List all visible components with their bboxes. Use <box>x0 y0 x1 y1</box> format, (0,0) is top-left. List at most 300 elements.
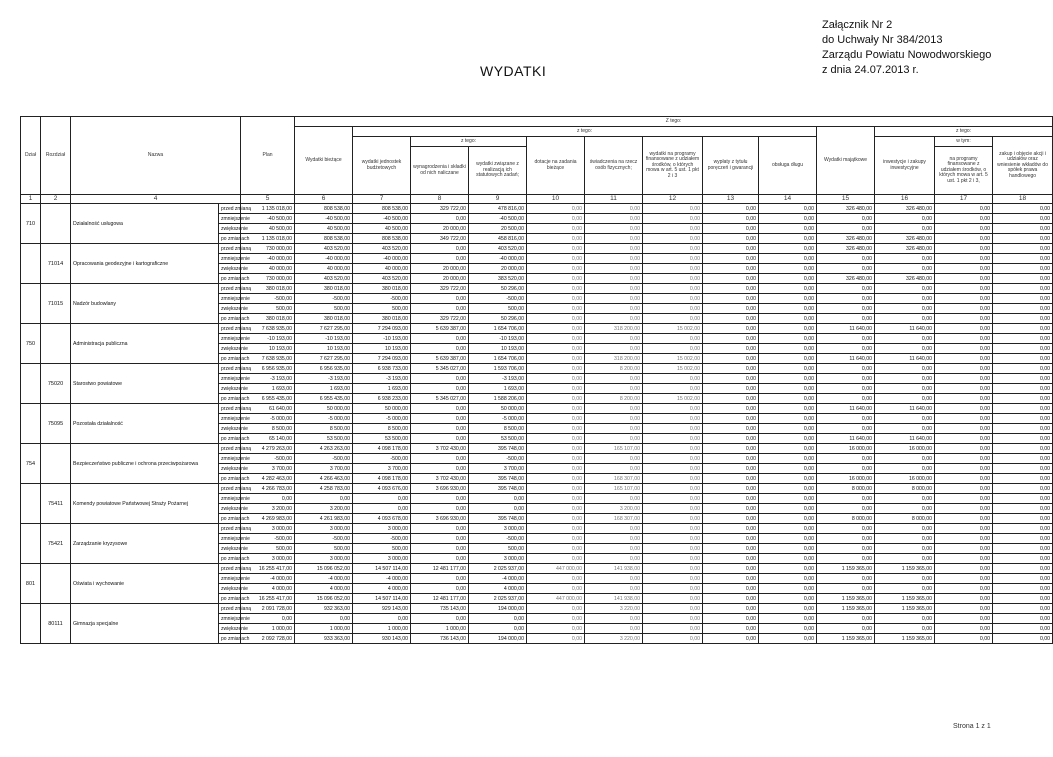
value-cell: 0,00 <box>411 254 469 264</box>
value-cell: 0,00 <box>411 534 469 544</box>
section-name: Opracowania geodezyjne i kartograficzne <box>71 244 219 284</box>
value-cell: 1 159 365,00 <box>817 564 875 574</box>
value-cell: 0,00 <box>935 404 993 414</box>
value-cell: 0,00 <box>527 494 585 504</box>
value-cell: 0,00 <box>643 404 703 414</box>
value-cell: 0,00 <box>935 284 993 294</box>
value-cell: 0,00 <box>643 424 703 434</box>
value-cell: 11 640,00 <box>875 354 935 364</box>
value-cell: -500,00 <box>295 454 353 464</box>
value-cell: 15 002,00 <box>643 354 703 364</box>
value-cell: 0,00 <box>703 494 759 504</box>
value-cell: 0,00 <box>993 314 1053 324</box>
section-name: Pozostała działalność <box>71 404 219 444</box>
change-type: po zmianach <box>219 434 241 444</box>
value-cell: 0,00 <box>527 424 585 434</box>
change-type: przed zmianą <box>219 524 241 534</box>
value-cell: 1 693,00 <box>295 384 353 394</box>
value-cell: 3 700,00 <box>295 464 353 474</box>
value-cell: 16 000,00 <box>817 444 875 454</box>
value-cell: 0,00 <box>817 364 875 374</box>
col-zakup-akcji: zakup i objęcie akcji i udziałów oraz wniesienie wkładów do spółek prawa handlowego <box>993 137 1053 195</box>
value-cell: -500,00 <box>353 534 411 544</box>
dzial-code <box>21 484 41 524</box>
value-cell: 0,00 <box>759 554 817 564</box>
value-cell: 0,00 <box>935 394 993 404</box>
value-cell: 0,00 <box>875 414 935 424</box>
value-cell: 4 266 783,00 <box>241 484 295 494</box>
value-cell: 0,00 <box>703 554 759 564</box>
value-cell: 0,00 <box>527 354 585 364</box>
value-cell: 0,00 <box>643 514 703 524</box>
value-cell: 0,00 <box>993 524 1053 534</box>
value-cell: 3 000,00 <box>469 524 527 534</box>
value-cell: 0,00 <box>585 294 643 304</box>
value-cell: 0,00 <box>817 494 875 504</box>
value-cell: 141 938,00 <box>585 594 643 604</box>
value-cell: 0,00 <box>817 334 875 344</box>
value-cell: 14 507 114,00 <box>353 594 411 604</box>
value-cell: 0,00 <box>643 264 703 274</box>
col-w-tym: w tym: <box>935 137 993 147</box>
column-number: 13 <box>703 195 759 204</box>
value-cell: -40 500,00 <box>295 214 353 224</box>
value-cell: 0,00 <box>585 414 643 424</box>
value-cell: 0,00 <box>935 274 993 284</box>
value-cell: 0,00 <box>759 454 817 464</box>
value-cell: 0,00 <box>993 534 1053 544</box>
change-type: zwiększenie <box>219 464 241 474</box>
value-cell: 0,00 <box>703 404 759 414</box>
value-cell: 53 500,00 <box>469 434 527 444</box>
issuing-body: Zarządu Powiatu Nowodworskiego <box>822 49 992 61</box>
value-cell: -4 000,00 <box>353 574 411 584</box>
col-programy: wydatki na programy finansowane z udziałem środków, o których mowa w art. 5 ust. 1 pkt 2 i 3 <box>643 137 703 195</box>
value-cell: 3 000,00 <box>295 524 353 534</box>
value-cell: 3 200,00 <box>241 504 295 514</box>
section-name: Oświata i wychowanie <box>71 564 219 604</box>
value-cell: 0,00 <box>935 514 993 524</box>
value-cell: -3 193,00 <box>295 374 353 384</box>
value-cell: 168 307,00 <box>585 514 643 524</box>
value-cell: 329 722,00 <box>411 314 469 324</box>
value-cell: -5 000,00 <box>469 414 527 424</box>
dzial-code <box>21 404 41 444</box>
value-cell: 326 480,00 <box>875 274 935 284</box>
value-cell: 0,00 <box>935 594 993 604</box>
value-cell: 0,00 <box>935 424 993 434</box>
value-cell: 0,00 <box>759 374 817 384</box>
value-cell: 8 500,00 <box>353 424 411 434</box>
value-cell: 8 500,00 <box>469 424 527 434</box>
value-cell: 7 294 093,00 <box>353 354 411 364</box>
document-title: WYDATKI <box>480 63 547 79</box>
value-cell: 0,00 <box>585 554 643 564</box>
value-cell: 0,00 <box>703 454 759 464</box>
value-cell: 3 000,00 <box>295 554 353 564</box>
value-cell: 0,00 <box>527 334 585 344</box>
value-cell: 0,00 <box>993 324 1053 334</box>
value-cell: -40 000,00 <box>469 254 527 264</box>
value-cell: 0,00 <box>817 284 875 294</box>
value-cell: 11 640,00 <box>875 434 935 444</box>
value-cell: 0,00 <box>585 454 643 464</box>
value-cell: 326 480,00 <box>875 204 935 214</box>
col-swiadczenia: świadczenia na rzecz osób fizycznych; <box>585 137 643 195</box>
value-cell: 15 096 052,00 <box>295 594 353 604</box>
value-cell: 6 938 733,00 <box>353 364 411 374</box>
value-cell: 0,00 <box>993 434 1053 444</box>
value-cell: 0,00 <box>759 354 817 364</box>
value-cell: 0,00 <box>935 434 993 444</box>
change-type: zwiększenie <box>219 424 241 434</box>
column-number: 2 <box>41 195 71 204</box>
value-cell: -5 000,00 <box>241 414 295 424</box>
rozdzial-code: 75020 <box>41 364 71 404</box>
value-cell: 8 200,00 <box>585 364 643 374</box>
value-cell: 318 200,00 <box>585 324 643 334</box>
change-type: przed zmianą <box>219 404 241 414</box>
col-inwestycje: inwestycje i zakupy inwestycyjne <box>875 137 935 195</box>
value-cell: 0,00 <box>759 214 817 224</box>
value-cell: 0,00 <box>759 624 817 634</box>
value-cell: 329 722,00 <box>411 284 469 294</box>
value-cell: 0,00 <box>527 244 585 254</box>
value-cell: 0,00 <box>703 594 759 604</box>
value-cell: 165 107,00 <box>585 484 643 494</box>
value-cell: -40 500,00 <box>469 214 527 224</box>
value-cell: 0,00 <box>759 474 817 484</box>
col-dlug: obsługa długu <box>759 137 817 195</box>
value-cell: 0,00 <box>935 294 993 304</box>
value-cell: 380 018,00 <box>241 314 295 324</box>
value-cell: 0,00 <box>527 314 585 324</box>
value-cell: 0,00 <box>585 524 643 534</box>
col-z-tego-jednostek: z tego: <box>411 137 527 147</box>
value-cell: 0,00 <box>935 244 993 254</box>
value-cell: 0,00 <box>411 504 469 514</box>
value-cell: 8 500,00 <box>241 424 295 434</box>
value-cell: 318 200,00 <box>585 354 643 364</box>
value-cell: 4 000,00 <box>353 584 411 594</box>
table-body <box>21 204 1053 644</box>
value-cell: -10 193,00 <box>295 334 353 344</box>
value-cell: 0,00 <box>759 494 817 504</box>
value-cell: 0,00 <box>411 424 469 434</box>
value-cell: 168 307,00 <box>585 474 643 484</box>
value-cell: 500,00 <box>295 304 353 314</box>
value-cell: 61 640,00 <box>241 404 295 414</box>
value-cell: -40 000,00 <box>295 254 353 264</box>
value-cell: 0,00 <box>527 324 585 334</box>
dzial-code: 801 <box>21 564 41 604</box>
value-cell: 2 092 728,00 <box>241 634 295 644</box>
value-cell: 0,00 <box>527 554 585 564</box>
value-cell: 8 000,00 <box>875 484 935 494</box>
change-type: przed zmianą <box>219 324 241 334</box>
value-cell: 0,00 <box>935 374 993 384</box>
column-number: 6 <box>295 195 353 204</box>
value-cell: 0,00 <box>527 344 585 354</box>
value-cell: 8 500,00 <box>295 424 353 434</box>
value-cell: 0,00 <box>469 494 527 504</box>
value-cell: 0,00 <box>585 314 643 324</box>
value-cell: 0,00 <box>993 254 1053 264</box>
col-programy-maj: na programy finansowane z udziałem środków, o których mowa w art. 5 ust. 1 pkt 2 i 3, <box>935 147 993 195</box>
dzial-code: 750 <box>21 324 41 364</box>
value-cell: 0,00 <box>527 484 585 494</box>
value-cell: 0,00 <box>875 574 935 584</box>
value-cell: 0,00 <box>585 624 643 634</box>
value-cell: 0,00 <box>411 414 469 424</box>
section-name: Bezpieczeństwo publiczne i ochrona przeciwpożarowa <box>71 444 219 484</box>
value-cell: 0,00 <box>875 284 935 294</box>
change-type: zmniejszenie <box>219 414 241 424</box>
value-cell: 0,00 <box>817 454 875 464</box>
value-cell: 12 481 177,00 <box>411 594 469 604</box>
value-cell: -500,00 <box>295 294 353 304</box>
change-type: po zmianach <box>219 354 241 364</box>
value-cell: 458 816,00 <box>469 234 527 244</box>
value-cell: 0,00 <box>875 624 935 634</box>
value-cell: 0,00 <box>875 214 935 224</box>
value-cell: 0,00 <box>643 564 703 574</box>
value-cell: 0,00 <box>527 474 585 484</box>
value-cell: 4 000,00 <box>295 584 353 594</box>
value-cell: 10 193,00 <box>295 344 353 354</box>
value-cell: 12 481 177,00 <box>411 564 469 574</box>
value-cell: 735 143,00 <box>411 604 469 614</box>
value-cell: 380 018,00 <box>353 314 411 324</box>
value-cell: 0,00 <box>703 424 759 434</box>
value-cell: 0,00 <box>585 584 643 594</box>
value-cell: -500,00 <box>241 454 295 464</box>
value-cell: 1 000,00 <box>353 624 411 634</box>
value-cell: 0,00 <box>703 354 759 364</box>
value-cell: 0,00 <box>817 394 875 404</box>
value-cell: -500,00 <box>241 294 295 304</box>
value-cell: 929 143,00 <box>353 604 411 614</box>
value-cell: 0,00 <box>759 484 817 494</box>
dzial-code <box>21 244 41 284</box>
value-cell: 326 480,00 <box>875 234 935 244</box>
value-cell: 0,00 <box>527 384 585 394</box>
value-cell: 0,00 <box>935 324 993 334</box>
col-dotacje: dotacje na zadania bieżące <box>527 137 585 195</box>
value-cell: 0,00 <box>703 244 759 254</box>
value-cell: 0,00 <box>759 334 817 344</box>
column-number: 11 <box>585 195 643 204</box>
table-row <box>21 484 1053 494</box>
value-cell: 0,00 <box>643 304 703 314</box>
column-number: 16 <box>875 195 935 204</box>
value-cell: 930 143,00 <box>353 634 411 644</box>
rozdzial-code <box>41 204 71 244</box>
value-cell: 1 693,00 <box>353 384 411 394</box>
value-cell: 0,00 <box>469 614 527 624</box>
value-cell: 0,00 <box>585 544 643 554</box>
value-cell: 0,00 <box>935 574 993 584</box>
section-name: Starostwo powiatowe <box>71 364 219 404</box>
change-type: po zmianach <box>219 634 241 644</box>
value-cell: 1 159 365,00 <box>817 594 875 604</box>
col-nazwa: Nazwa <box>71 117 241 195</box>
resolution-date: z dnia 24.07.2013 r. <box>822 64 919 76</box>
value-cell: 165 107,00 <box>585 444 643 454</box>
value-cell: 0,00 <box>935 344 993 354</box>
col-wydatki-biezace: Wydatki bieżące <box>295 127 353 195</box>
value-cell: 0,00 <box>993 494 1053 504</box>
value-cell: 0,00 <box>993 224 1053 234</box>
value-cell: 0,00 <box>643 594 703 604</box>
value-cell: 0,00 <box>643 274 703 284</box>
value-cell: 0,00 <box>875 584 935 594</box>
value-cell: 0,00 <box>759 324 817 334</box>
value-cell: 0,00 <box>703 284 759 294</box>
value-cell: 0,00 <box>993 634 1053 644</box>
value-cell: 0,00 <box>411 404 469 414</box>
value-cell: 0,00 <box>935 214 993 224</box>
value-cell: 395 748,00 <box>469 514 527 524</box>
value-cell: 0,00 <box>993 204 1053 214</box>
change-type: przed zmianą <box>219 364 241 374</box>
change-type: zmniejszenie <box>219 494 241 504</box>
rozdzial-code: 75095 <box>41 404 71 444</box>
table-row <box>21 404 1053 414</box>
value-cell: 932 363,00 <box>295 604 353 614</box>
value-cell: 500,00 <box>353 304 411 314</box>
value-cell: 0,00 <box>935 474 993 484</box>
value-cell: 0,00 <box>585 244 643 254</box>
value-cell: 0,00 <box>935 624 993 634</box>
value-cell: -5 000,00 <box>353 414 411 424</box>
table-row <box>21 204 1053 214</box>
table-row <box>21 604 1053 614</box>
value-cell: 0,00 <box>643 314 703 324</box>
value-cell: 0,00 <box>759 264 817 274</box>
value-cell: 0,00 <box>993 564 1053 574</box>
change-type: przed zmianą <box>219 444 241 454</box>
value-cell: 0,00 <box>643 534 703 544</box>
value-cell: 3 200,00 <box>585 504 643 514</box>
change-type: przed zmianą <box>219 604 241 614</box>
value-cell: -500,00 <box>469 294 527 304</box>
value-cell: 0,00 <box>817 584 875 594</box>
value-cell: 0,00 <box>585 614 643 624</box>
value-cell: 3 696 930,00 <box>411 514 469 524</box>
value-cell: 808 538,00 <box>295 204 353 214</box>
value-cell: 447 000,00 <box>527 564 585 574</box>
value-cell: 0,00 <box>759 434 817 444</box>
value-cell: 0,00 <box>527 224 585 234</box>
value-cell: 0,00 <box>643 494 703 504</box>
value-cell: 3 000,00 <box>353 524 411 534</box>
value-cell: 0,00 <box>759 544 817 554</box>
value-cell: 3 000,00 <box>353 554 411 564</box>
value-cell: 11 640,00 <box>875 324 935 334</box>
value-cell: 11 640,00 <box>817 354 875 364</box>
value-cell: 6 938 233,00 <box>353 394 411 404</box>
change-type: zmniejszenie <box>219 334 241 344</box>
dzial-code: 754 <box>21 444 41 484</box>
value-cell: 0,00 <box>993 514 1053 524</box>
value-cell: 20 000,00 <box>411 224 469 234</box>
change-type: po zmianach <box>219 594 241 604</box>
value-cell: 0,00 <box>993 544 1053 554</box>
value-cell: 0,00 <box>817 374 875 384</box>
col-z-tego-majatkowe: z tego: <box>875 127 1053 137</box>
change-type: zmniejszenie <box>219 454 241 464</box>
value-cell: 50 000,00 <box>353 404 411 414</box>
page-footer: Strona 1 z 1 <box>953 723 991 730</box>
value-cell: 0,00 <box>935 444 993 454</box>
value-cell: 0,00 <box>527 394 585 404</box>
value-cell: 7 294 093,00 <box>353 324 411 334</box>
value-cell: 0,00 <box>703 604 759 614</box>
value-cell: 0,00 <box>875 294 935 304</box>
value-cell: 11 640,00 <box>817 434 875 444</box>
column-number: 10 <box>527 195 585 204</box>
value-cell: 0,00 <box>411 464 469 474</box>
value-cell: 0,00 <box>993 244 1053 254</box>
value-cell: 40 000,00 <box>241 264 295 274</box>
value-cell: 0,00 <box>875 504 935 514</box>
value-cell: 1 159 365,00 <box>875 634 935 644</box>
value-cell: 0,00 <box>411 294 469 304</box>
value-cell: 808 538,00 <box>353 204 411 214</box>
value-cell: 3 000,00 <box>241 554 295 564</box>
value-cell: 0,00 <box>527 524 585 534</box>
value-cell: 0,00 <box>993 554 1053 564</box>
value-cell: 0,00 <box>703 394 759 404</box>
value-cell: 0,00 <box>643 414 703 424</box>
value-cell: 0,00 <box>527 254 585 264</box>
value-cell: 500,00 <box>241 544 295 554</box>
value-cell: 0,00 <box>817 554 875 564</box>
value-cell: 0,00 <box>643 484 703 494</box>
value-cell: 1 588 206,00 <box>469 394 527 404</box>
value-cell: 0,00 <box>759 564 817 574</box>
col-wynagrodzenia: wynagrodzenia i składki od nich naliczane <box>411 147 469 195</box>
value-cell: 15 002,00 <box>643 324 703 334</box>
value-cell: 0,00 <box>759 304 817 314</box>
value-cell: 3 700,00 <box>469 464 527 474</box>
value-cell: -500,00 <box>295 534 353 544</box>
value-cell: 0,00 <box>993 574 1053 584</box>
value-cell: 7 638 935,00 <box>241 354 295 364</box>
resolution-number: do Uchwały Nr 384/2013 <box>822 34 943 46</box>
value-cell: 50 296,00 <box>469 314 527 324</box>
value-cell: 0,00 <box>469 504 527 514</box>
value-cell: 0,00 <box>935 614 993 624</box>
value-cell: 3 700,00 <box>353 464 411 474</box>
value-cell: 403 520,00 <box>353 244 411 254</box>
value-cell: 0,00 <box>935 534 993 544</box>
value-cell: 0,00 <box>703 504 759 514</box>
value-cell: 0,00 <box>817 574 875 584</box>
value-cell: 0,00 <box>585 384 643 394</box>
value-cell: 0,00 <box>875 254 935 264</box>
value-cell: 0,00 <box>935 554 993 564</box>
value-cell: 0,00 <box>817 424 875 434</box>
change-type: przed zmianą <box>219 244 241 254</box>
value-cell: 0,00 <box>527 364 585 374</box>
change-type: zwiększenie <box>219 224 241 234</box>
col-plan: Plan <box>241 117 295 195</box>
value-cell: 0,00 <box>703 514 759 524</box>
change-type: zmniejszenie <box>219 574 241 584</box>
value-cell: 0,00 <box>935 494 993 504</box>
